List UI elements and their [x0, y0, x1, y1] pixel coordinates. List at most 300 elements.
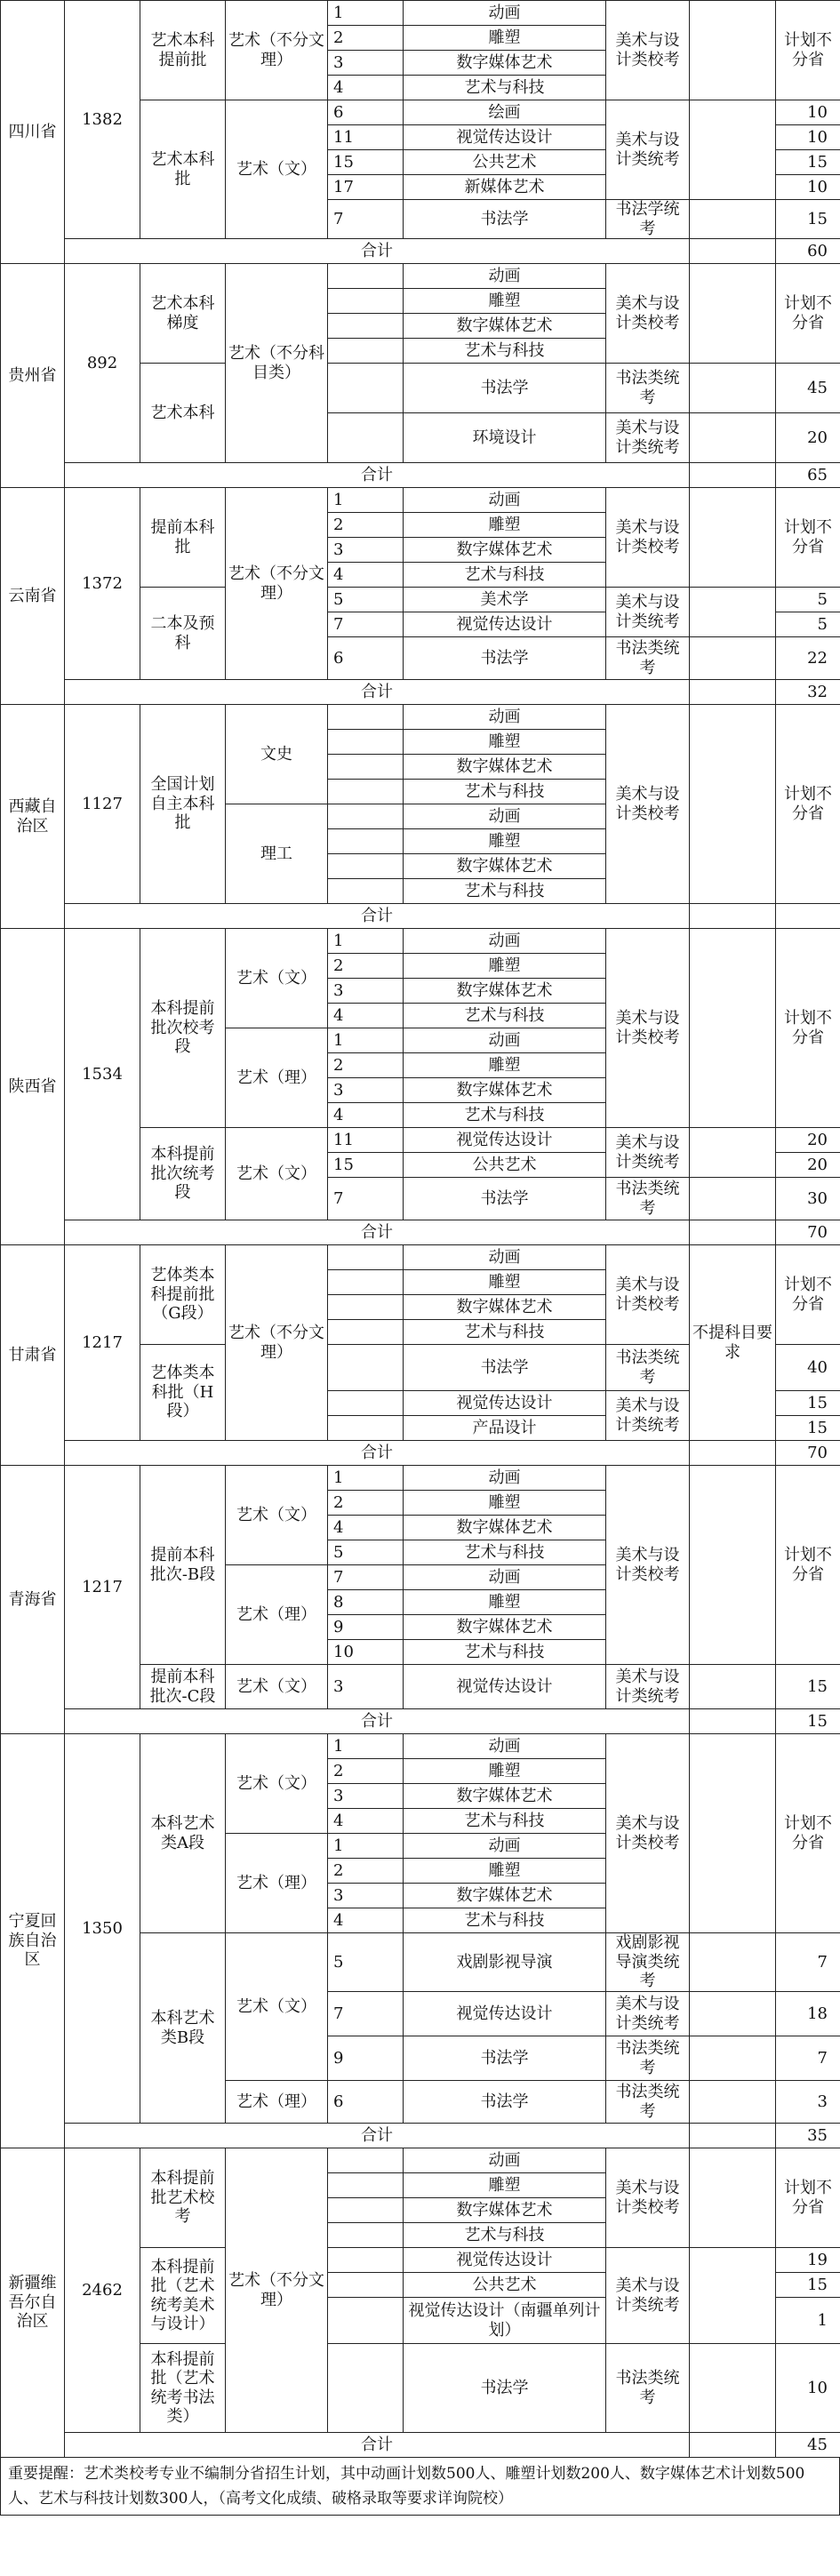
major-code-cell: 4 [328, 563, 404, 588]
province-code-cell: 1382 [65, 1, 140, 239]
table-cell: 本科艺术类A段 [140, 1734, 226, 1933]
province-name-cell: 甘肃省 [1, 1245, 65, 1466]
table-cell: 书法学 [404, 2344, 606, 2433]
table-cell: 雕塑 [404, 730, 606, 755]
subtotal-label: 合计 [65, 2433, 690, 2458]
table-cell: 本科艺术类B段 [140, 1933, 226, 2124]
table-cell: 美术与设计类校考 [606, 1245, 690, 1345]
table-cell: 文史 [226, 705, 328, 804]
table-cell: 书法类统考 [606, 637, 690, 680]
province-name-cell: 青海省 [1, 1466, 65, 1734]
table-cell: 美术与设计类统考 [606, 100, 690, 200]
table-cell: 美术与设计类统考 [606, 1391, 690, 1441]
table-cell: 动画 [404, 2148, 606, 2173]
table-cell [690, 2248, 776, 2344]
major-code-cell [328, 1391, 404, 1416]
table-row [1, 1466, 840, 1491]
plan-count-cell: 18 [776, 1992, 840, 2036]
province-name-cell: 西藏自治区 [1, 705, 65, 929]
table-cell: 书法类统考 [606, 2344, 690, 2433]
table-cell: 动画 [404, 705, 606, 730]
major-code-cell: 6 [328, 100, 404, 125]
table-cell [690, 100, 776, 200]
subtotal-blank-cell [690, 2124, 776, 2148]
plan-count-cell: 20 [776, 413, 840, 463]
major-code-cell: 1 [328, 929, 404, 954]
table-cell: 书法类统考 [606, 1178, 690, 1220]
table-cell: 美术学 [404, 588, 606, 612]
table-cell: 雕塑 [404, 1053, 606, 1078]
table-cell: 艺术与科技 [404, 76, 606, 100]
province-name-cell: 新疆维吾尔自治区 [1, 2148, 65, 2458]
table-cell [690, 364, 776, 413]
table-cell: 数字媒体艺术 [404, 755, 606, 780]
major-code-cell: 4 [328, 1103, 404, 1128]
major-code-cell [328, 413, 404, 463]
table-cell [690, 264, 776, 364]
subtotal-label: 合计 [65, 2124, 690, 2148]
province-name-cell: 贵州省 [1, 264, 65, 488]
table-cell: 美术与设计类校考 [606, 1466, 690, 1665]
table-row [1, 264, 840, 289]
table-cell: 艺术与科技 [404, 1809, 606, 1834]
table-cell: 视觉传达设计 [404, 1665, 606, 1709]
plan-count-cell: 15 [776, 1665, 840, 1709]
province-code-cell: 892 [65, 264, 140, 463]
subtotal-blank-cell [690, 904, 776, 929]
province-code-cell: 2462 [65, 2148, 140, 2433]
table-cell: 雕塑 [404, 829, 606, 854]
table-cell: 视觉传达设计（南疆单列计划） [404, 2298, 606, 2344]
table-cell: 全国计划自主本科批 [140, 705, 226, 904]
table-cell: 艺体类本科批（H段） [140, 1345, 226, 1441]
major-code-cell: 4 [328, 1908, 404, 1933]
plan-count-cell: 10 [776, 175, 840, 200]
plan-count-cell: 19 [776, 2248, 840, 2273]
table-cell: 雕塑 [404, 1491, 606, 1516]
table-cell: 数字媒体艺术 [404, 1516, 606, 1540]
major-code-cell: 3 [328, 1784, 404, 1809]
plan-count-cell: 40 [776, 1345, 840, 1391]
table-cell: 公共艺术 [404, 1153, 606, 1178]
table-cell: 艺术（文） [226, 1933, 328, 2081]
table-row [1, 1, 840, 26]
table-row [1, 705, 840, 730]
table-cell: 本科提前批次校考段 [140, 929, 226, 1128]
subtotal-value: 45 [776, 2433, 840, 2458]
major-code-cell [328, 1270, 404, 1295]
major-code-cell: 3 [328, 538, 404, 563]
table-cell: 艺术与科技 [404, 1908, 606, 1933]
table-cell: 艺术本科提前批 [140, 1, 226, 100]
table-cell: 计划不分省 [776, 1734, 840, 1933]
table-cell: 书法学 [404, 637, 606, 680]
major-code-cell [328, 829, 404, 854]
table-cell: 计划不分省 [776, 2148, 840, 2248]
table-cell: 动画 [404, 1565, 606, 1590]
table-cell: 美术与设计类校考 [606, 488, 690, 588]
table-cell: 提前本科批 [140, 488, 226, 588]
major-code-cell [328, 2273, 404, 2298]
major-code-cell: 1 [328, 488, 404, 513]
table-cell: 环境设计 [404, 413, 606, 463]
major-code-cell [328, 854, 404, 879]
major-code-cell: 4 [328, 1516, 404, 1540]
major-code-cell [328, 705, 404, 730]
table-cell: 艺术（文） [226, 100, 328, 239]
important-reminder-note: 重要提醒：艺术类校考专业不编制分省招生计划，其中动画计划数500人、雕塑计划数200人、数字媒体艺术计划数500人、艺术与科技计划数300人，（高考文化成绩、破格录取等要求详询院校） [0, 2458, 840, 2516]
major-code-cell: 2 [328, 513, 404, 538]
major-code-cell [328, 730, 404, 755]
table-cell: 艺术（文） [226, 1466, 328, 1565]
table-cell: 计划不分省 [776, 1466, 840, 1665]
table-cell: 雕塑 [404, 954, 606, 979]
subtotal-row [1, 239, 840, 264]
table-cell: 产品设计 [404, 1416, 606, 1441]
major-code-cell [328, 2173, 404, 2198]
table-cell: 书法学 [404, 2036, 606, 2081]
subtotal-row [1, 1709, 840, 1734]
major-code-cell: 2 [328, 1053, 404, 1078]
table-cell: 雕塑 [404, 289, 606, 314]
subtotal-value: 65 [776, 463, 840, 488]
major-code-cell [328, 1345, 404, 1391]
major-code-cell [328, 2248, 404, 2273]
plan-count-cell: 15 [776, 1391, 840, 1416]
table-cell: 雕塑 [404, 1590, 606, 1615]
major-code-cell: 7 [328, 1565, 404, 1590]
major-code-cell [328, 289, 404, 314]
major-code-cell [328, 755, 404, 780]
table-cell: 数字媒体艺术 [404, 51, 606, 76]
province-name-cell: 陕西省 [1, 929, 65, 1245]
table-row [1, 1245, 840, 1270]
major-code-cell: 5 [328, 1933, 404, 1992]
subtotal-value: 15 [776, 1709, 840, 1734]
major-code-cell: 1 [328, 1734, 404, 1759]
table-cell: 戏剧影视导演 [404, 1933, 606, 1992]
table-cell: 数字媒体艺术 [404, 1784, 606, 1809]
table-cell: 艺术与科技 [404, 879, 606, 904]
subtotal-value [776, 904, 840, 929]
plan-count-cell: 10 [776, 2344, 840, 2433]
major-code-cell [328, 1245, 404, 1270]
subtotal-label: 合计 [65, 904, 690, 929]
major-code-cell [328, 1295, 404, 1320]
major-code-cell: 11 [328, 125, 404, 150]
subtotal-label: 合计 [65, 680, 690, 705]
major-code-cell [328, 2298, 404, 2344]
table-cell: 美术与设计类校考 [606, 1, 690, 100]
table-cell: 数字媒体艺术 [404, 314, 606, 339]
table-cell: 美术与设计类统考 [606, 413, 690, 463]
major-code-cell: 4 [328, 76, 404, 100]
major-code-cell: 5 [328, 588, 404, 612]
table-cell [690, 2344, 776, 2433]
table-cell: 计划不分省 [776, 1, 840, 100]
table-cell: 书法类统考 [606, 364, 690, 413]
table-cell: 计划不分省 [776, 1245, 840, 1345]
table-cell: 雕塑 [404, 513, 606, 538]
subtotal-blank-cell [690, 239, 776, 264]
table-row [1, 1734, 840, 1759]
table-cell: 艺术与科技 [404, 563, 606, 588]
major-code-cell: 7 [328, 1178, 404, 1220]
major-code-cell: 7 [328, 200, 404, 239]
plan-count-cell: 30 [776, 1178, 840, 1220]
plan-count-cell: 20 [776, 1128, 840, 1153]
table-cell: 艺术与科技 [404, 339, 606, 364]
table-cell: 本科提前批艺术校考 [140, 2148, 226, 2248]
table-cell [690, 2081, 776, 2124]
major-code-cell [328, 879, 404, 904]
table-cell [690, 2148, 776, 2248]
subtotal-row [1, 680, 840, 705]
province-code-cell: 1372 [65, 488, 140, 680]
major-code-cell: 9 [328, 1615, 404, 1640]
major-code-cell [328, 2344, 404, 2433]
table-cell: 美术与设计类校考 [606, 1734, 690, 1933]
table-cell [690, 929, 776, 1128]
major-code-cell [328, 264, 404, 289]
table-cell: 艺术与科技 [404, 1004, 606, 1028]
province-code-cell: 1534 [65, 929, 140, 1220]
province-name-cell: 云南省 [1, 488, 65, 705]
table-row [1, 488, 840, 513]
subtotal-label: 合计 [65, 1441, 690, 1466]
plan-count-cell: 15 [776, 150, 840, 175]
major-code-cell [328, 339, 404, 364]
subtotal-value: 70 [776, 1441, 840, 1466]
plan-count-cell: 3 [776, 2081, 840, 2124]
subtotal-label: 合计 [65, 463, 690, 488]
table-cell: 视觉传达设计 [404, 1992, 606, 2036]
table-cell [690, 705, 776, 904]
table-cell: 艺术与科技 [404, 1320, 606, 1345]
table-cell: 艺术本科 [140, 364, 226, 463]
major-code-cell: 3 [328, 1078, 404, 1103]
province-code-cell: 1350 [65, 1734, 140, 2124]
table-cell: 数字媒体艺术 [404, 854, 606, 879]
table-cell: 视觉传达设计 [404, 1391, 606, 1416]
table-cell: 数字媒体艺术 [404, 979, 606, 1004]
province-code-cell: 1217 [65, 1466, 140, 1709]
table-cell: 美术与设计类校考 [606, 264, 690, 364]
subtotal-blank-cell [690, 1709, 776, 1734]
table-cell: 计划不分省 [776, 264, 840, 364]
major-code-cell: 4 [328, 1809, 404, 1834]
table-cell: 本科提前批（艺术统考书法类） [140, 2344, 226, 2433]
table-cell: 新媒体艺术 [404, 175, 606, 200]
table-cell: 动画 [404, 1028, 606, 1053]
subtotal-value: 32 [776, 680, 840, 705]
plan-count-cell: 5 [776, 612, 840, 637]
table-cell: 艺术（不分文理） [226, 488, 328, 680]
table-cell: 艺术（文） [226, 1128, 328, 1220]
plan-count-cell: 10 [776, 100, 840, 125]
table-cell: 理工 [226, 804, 328, 904]
major-code-cell [328, 2198, 404, 2223]
table-cell: 艺术（文） [226, 929, 328, 1028]
major-code-cell: 3 [328, 1884, 404, 1908]
plan-count-cell: 7 [776, 1933, 840, 1992]
subtotal-value: 35 [776, 2124, 840, 2148]
province-name-cell: 四川省 [1, 1, 65, 264]
plan-count-cell: 1 [776, 2298, 840, 2344]
major-code-cell: 1 [328, 1834, 404, 1859]
table-cell: 雕塑 [404, 2173, 606, 2198]
subtotal-row [1, 463, 840, 488]
major-code-cell: 2 [328, 26, 404, 51]
table-cell [690, 413, 776, 463]
table-cell: 提前本科批次-C段 [140, 1665, 226, 1709]
table-cell: 书法学统考 [606, 200, 690, 239]
table-cell: 二本及预科 [140, 588, 226, 680]
table-cell: 提前本科批次-B段 [140, 1466, 226, 1665]
table-cell: 数字媒体艺术 [404, 538, 606, 563]
table-cell: 艺术（不分科目类） [226, 264, 328, 463]
table-cell: 数字媒体艺术 [404, 1078, 606, 1103]
plan-count-cell: 5 [776, 588, 840, 612]
table-cell: 书法学 [404, 364, 606, 413]
table-cell: 艺体类本科提前批（G段） [140, 1245, 226, 1345]
table-cell: 动画 [404, 1245, 606, 1270]
major-code-cell: 15 [328, 150, 404, 175]
table-cell: 绘画 [404, 100, 606, 125]
table-cell: 书法类统考 [606, 2036, 690, 2081]
table-cell: 视觉传达设计 [404, 125, 606, 150]
table-cell: 艺术（理） [226, 2081, 328, 2124]
plan-count-cell: 45 [776, 364, 840, 413]
table-cell [690, 1992, 776, 2036]
table-cell: 艺术（不分文理） [226, 2148, 328, 2433]
table-cell: 动画 [404, 804, 606, 829]
table-cell: 计划不分省 [776, 488, 840, 588]
table-cell: 艺术与科技 [404, 1103, 606, 1128]
plan-count-cell: 10 [776, 125, 840, 150]
table-cell: 书法类统考 [606, 2081, 690, 2124]
table-cell [690, 1, 776, 100]
major-code-cell: 1 [328, 1028, 404, 1053]
major-code-cell [328, 2223, 404, 2248]
table-cell: 本科提前批（艺术统考美术与设计） [140, 2248, 226, 2344]
table-cell: 视觉传达设计 [404, 2248, 606, 2273]
table-cell: 艺术与科技 [404, 1640, 606, 1665]
table-cell: 艺术（理） [226, 1834, 328, 1933]
table-cell: 美术与设计类统考 [606, 1665, 690, 1709]
table-cell [690, 488, 776, 588]
table-cell [690, 1466, 776, 1665]
subtotal-label: 合计 [65, 1709, 690, 1734]
major-code-cell [328, 2148, 404, 2173]
major-code-cell [328, 1416, 404, 1441]
table-cell: 视觉传达设计 [404, 1128, 606, 1153]
table-cell: 书法学 [404, 1178, 606, 1220]
table-cell: 不提科目要求 [690, 1245, 776, 1441]
major-code-cell: 7 [328, 612, 404, 637]
major-code-cell: 5 [328, 1540, 404, 1565]
major-code-cell: 3 [328, 51, 404, 76]
table-cell: 动画 [404, 929, 606, 954]
major-code-cell: 2 [328, 1491, 404, 1516]
table-cell: 艺术本科批 [140, 100, 226, 239]
table-cell: 动画 [404, 1466, 606, 1491]
table-cell: 美术与设计类校考 [606, 929, 690, 1128]
table-cell: 美术与设计类统考 [606, 2248, 690, 2344]
subtotal-blank-cell [690, 680, 776, 705]
major-code-cell: 3 [328, 1665, 404, 1709]
table-cell: 雕塑 [404, 1270, 606, 1295]
table-cell: 公共艺术 [404, 2273, 606, 2298]
table-cell: 数字媒体艺术 [404, 1295, 606, 1320]
table-cell: 动画 [404, 1, 606, 26]
table-cell: 艺术与科技 [404, 2223, 606, 2248]
province-code-cell: 1127 [65, 705, 140, 904]
province-name-cell: 宁夏回族自治区 [1, 1734, 65, 2148]
table-cell: 书法学 [404, 200, 606, 239]
subtotal-label: 合计 [65, 239, 690, 264]
table-cell: 动画 [404, 264, 606, 289]
table-cell: 书法学 [404, 2081, 606, 2124]
plan-count-cell: 22 [776, 637, 840, 680]
table-row [1, 2148, 840, 2173]
subtotal-blank-cell [690, 1220, 776, 1245]
table-cell: 计划不分省 [776, 929, 840, 1128]
table-cell: 艺术（文） [226, 1734, 328, 1834]
subtotal-blank-cell [690, 1441, 776, 1466]
table-cell: 艺术（理） [226, 1565, 328, 1665]
table-cell [690, 637, 776, 680]
table-cell: 美术与设计类校考 [606, 2148, 690, 2248]
table-cell [690, 588, 776, 637]
major-code-cell: 2 [328, 954, 404, 979]
table-cell [690, 2036, 776, 2081]
table-cell [690, 1178, 776, 1220]
table-cell: 雕塑 [404, 1859, 606, 1884]
table-cell [690, 1665, 776, 1709]
subtotal-row [1, 1441, 840, 1466]
table-cell: 艺术本科梯度 [140, 264, 226, 364]
table-cell: 艺术（不分文理） [226, 1245, 328, 1441]
table-cell [690, 1128, 776, 1178]
major-code-cell: 4 [328, 1004, 404, 1028]
major-code-cell: 17 [328, 175, 404, 200]
subtotal-label: 合计 [65, 1220, 690, 1245]
table-cell: 动画 [404, 1834, 606, 1859]
major-code-cell: 2 [328, 1859, 404, 1884]
plan-count-cell: 20 [776, 1153, 840, 1178]
major-code-cell: 9 [328, 2036, 404, 2081]
table-cell: 美术与设计类校考 [606, 705, 690, 904]
table-cell: 计划不分省 [776, 705, 840, 904]
subtotal-blank-cell [690, 463, 776, 488]
major-code-cell: 6 [328, 2081, 404, 2124]
major-code-cell [328, 780, 404, 804]
table-cell: 动画 [404, 1734, 606, 1759]
admission-plan-table-body [1, 1, 840, 2458]
table-cell [690, 1933, 776, 1992]
major-code-cell [328, 804, 404, 829]
table-cell [690, 1734, 776, 1933]
table-cell: 戏剧影视导演类统考 [606, 1933, 690, 1992]
major-code-cell [328, 364, 404, 413]
major-code-cell [328, 1320, 404, 1345]
subtotal-row [1, 2124, 840, 2148]
table-cell [690, 200, 776, 239]
subtotal-value: 70 [776, 1220, 840, 1245]
table-cell: 数字媒体艺术 [404, 2198, 606, 2223]
table-cell: 数字媒体艺术 [404, 1615, 606, 1640]
